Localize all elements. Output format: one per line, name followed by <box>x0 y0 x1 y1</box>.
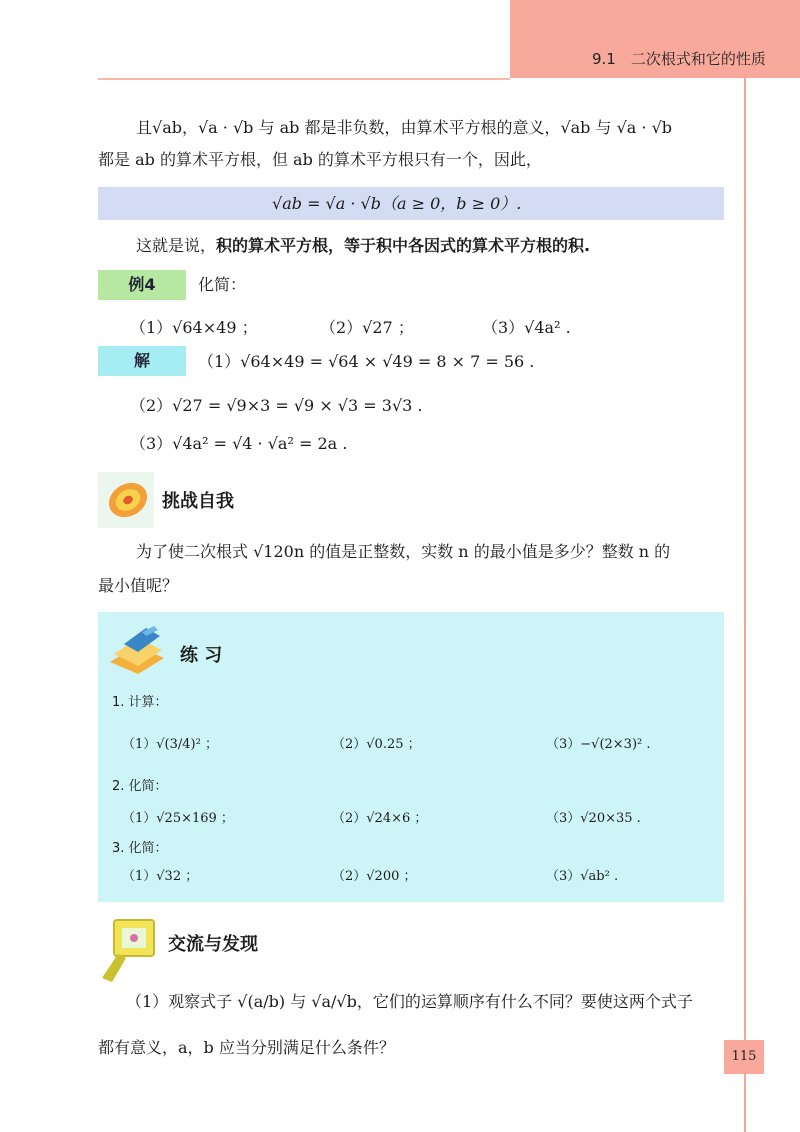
practice-q1-label: 1. 计算： <box>112 695 168 710</box>
practice-q1-item-1: （1）√(3/4)² ； <box>122 737 218 752</box>
section-title: 9.1 二次根式和它的性质 <box>592 50 766 68</box>
discuss-line-1: （1）观察式子 √(a/b) 与 √a/√b，它们的运算顺序有什么不同？要使这两个式子 <box>126 992 693 1011</box>
book-icon <box>106 624 168 678</box>
practice-q1-item-3: （3）−√(2×3)² . <box>546 737 651 752</box>
header-rule <box>98 78 510 80</box>
challenge-title: 挑战自我 <box>162 491 234 512</box>
intro-line-1: 且√ab，√a · √b 与 ab 都是非负数，由算术平方根的意义，√ab 与 √a · √b <box>136 118 673 137</box>
example-item-1: （1）√64×49 ； <box>130 318 258 337</box>
practice-q3-item-3: （3）√ab² . <box>546 869 619 884</box>
solution-line-2: （2）√27 = √9×3 = √9 × √3 = 3√3 . <box>130 396 423 415</box>
pointer-icon <box>98 918 158 988</box>
solution-line-3: （3）√4a² = √4 · √a² = 2a . <box>130 434 348 453</box>
discuss-title: 交流与发现 <box>168 934 258 955</box>
practice-q2-item-3: （3）√20×35 . <box>546 811 641 826</box>
practice-q3-item-1: （1）√32 ； <box>122 869 199 884</box>
rule-statement <box>136 230 590 262</box>
product-rule-formula: √ab = √a · √b（a ≥ 0，b ≥ 0）. <box>272 194 522 213</box>
margin-rule <box>744 78 746 1132</box>
challenge-line-1: 为了使二次根式 √120n 的值是正整数，实数 n 的最小值是多少？整数 n 的 <box>136 542 671 561</box>
discuss-line-2: 都有意义，a，b 应当分别满足什么条件？ <box>98 1038 395 1057</box>
example-prompt: 化简： <box>198 275 247 294</box>
challenge-line-2: 最小值呢？ <box>98 576 179 595</box>
practice-title: 练 习 <box>180 645 223 666</box>
practice-q3-label: 3. 化简： <box>112 841 168 856</box>
practice-q1-item-2: （2）√0.25 ； <box>332 737 421 752</box>
rule-bold: 积的算术平方根，等于积中各因式的算术平方根的积. <box>216 236 591 255</box>
intro-line-2: 都是 ab 的算术平方根，但 ab 的算术平方根只有一个，因此， <box>98 150 542 169</box>
page-number: 115 <box>724 1040 764 1074</box>
rule-prefix: 这就是说， <box>136 236 217 255</box>
example-item-3: （3）√4a² . <box>482 318 571 337</box>
practice-q2-label: 2. 化简： <box>112 779 168 794</box>
example-item-2: （2）√27 ； <box>320 318 414 337</box>
solution-line-1: （1）√64×49 = √64 × √49 = 8 × 7 = 56 . <box>198 352 535 371</box>
example-tag: 例4 <box>98 270 186 300</box>
practice-q2-item-2: （2）√24×6 ； <box>332 811 428 826</box>
practice-q2-item-1: （1）√25×169 ； <box>122 811 234 826</box>
disc-icon <box>98 472 154 532</box>
practice-q3-item-2: （2）√200 ； <box>332 869 417 884</box>
solution-tag: 解 <box>98 346 186 376</box>
